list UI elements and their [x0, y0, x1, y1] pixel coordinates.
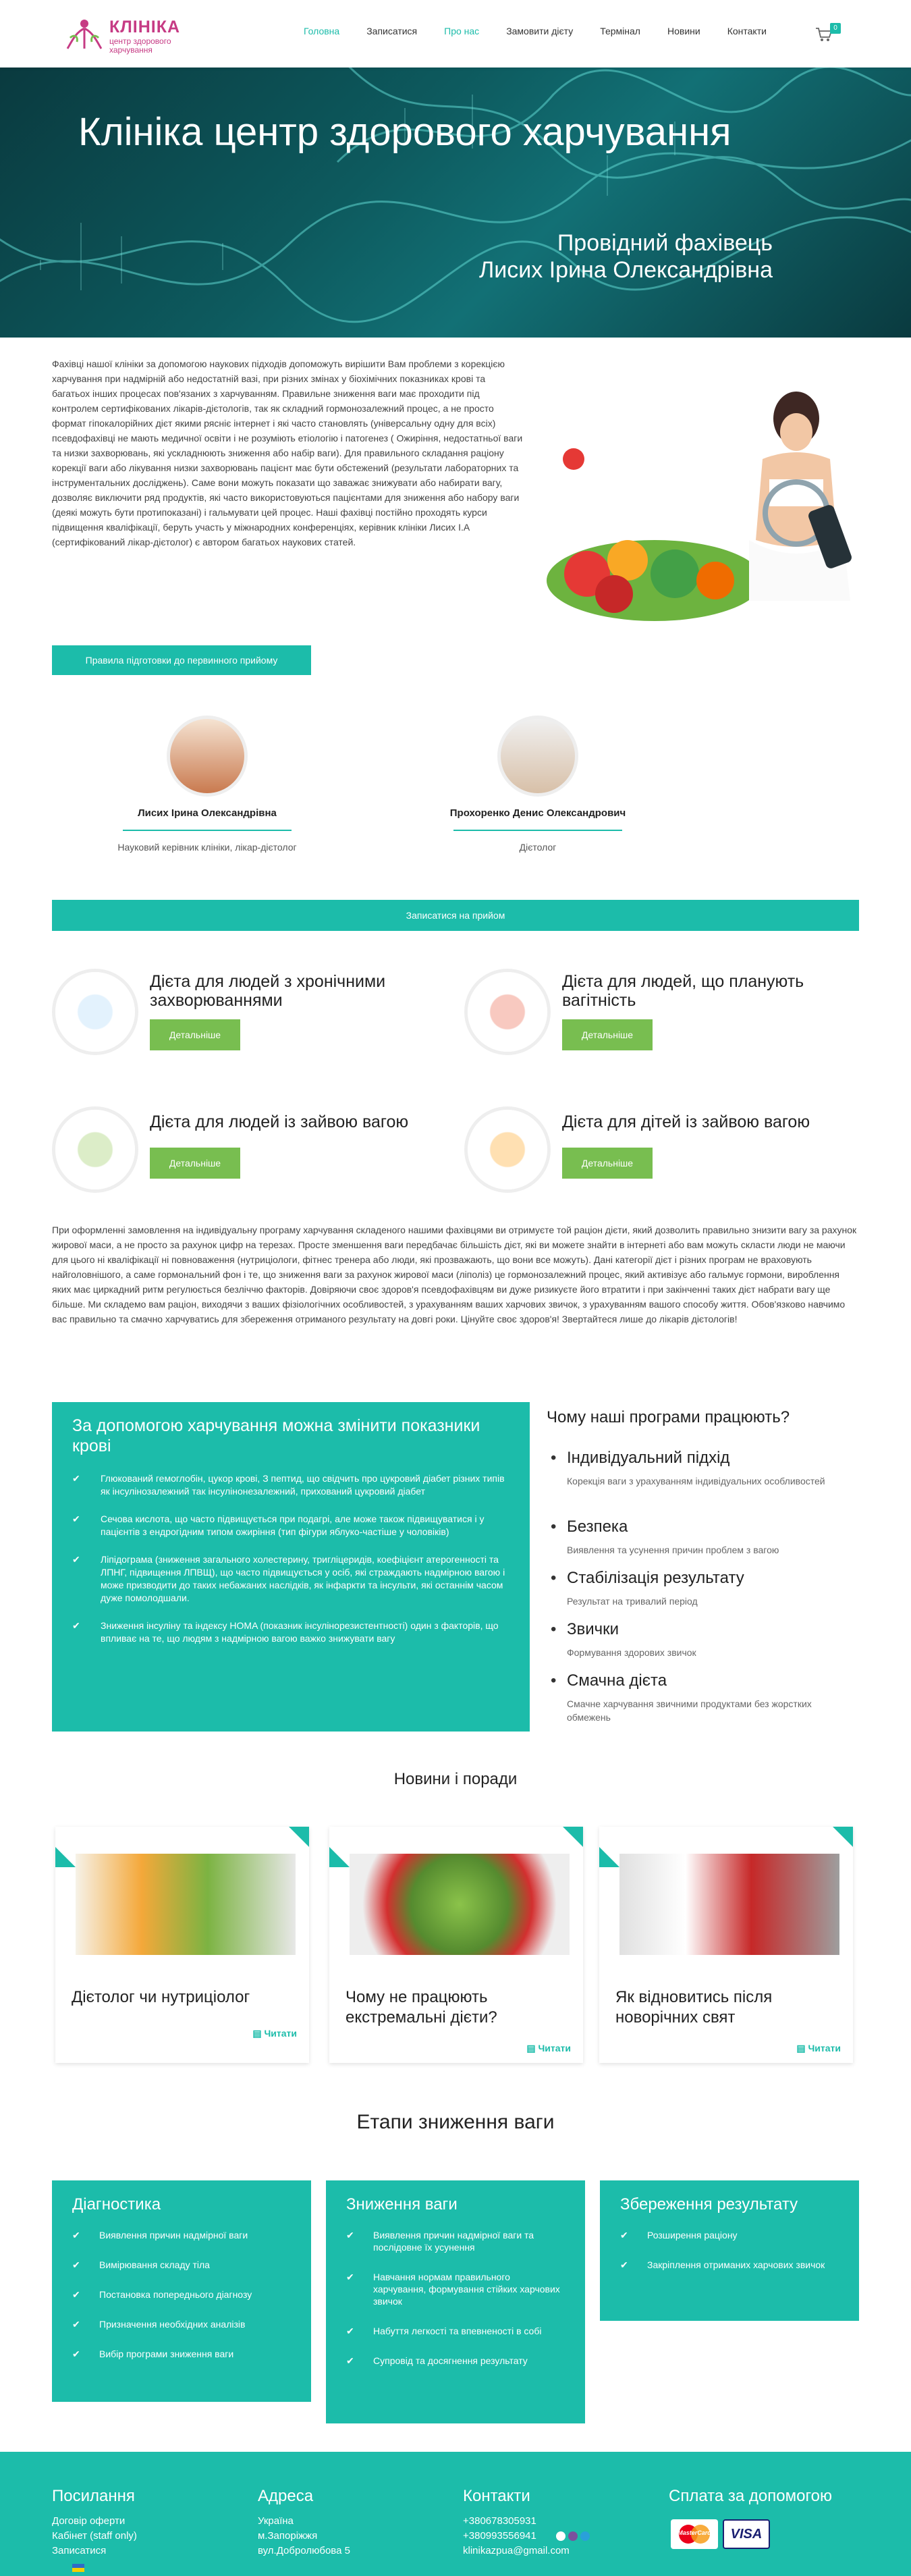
stage-list-item: ✔ Навчання нормам правильного харчування, формування стійких харчових звичок [346, 2271, 565, 2307]
email-link[interactable]: klinikazpua@gmail.com [463, 2545, 570, 2556]
stage-card [326, 2180, 585, 2423]
corner-decoration [289, 1827, 309, 1847]
stage-list [620, 2229, 839, 2271]
footer-payment-title: Сплата за допомогою [669, 2487, 833, 2505]
child-eating-icon [468, 1110, 547, 1189]
why-item [547, 1569, 844, 1608]
news-title: Чому не працюють екстремальні дієти? [346, 1988, 497, 2027]
doctor-role: Дієтолог [519, 842, 557, 853]
preparation-rules-button[interactable]: Правила підготовки до первинного прийому [52, 645, 311, 675]
diet-card [55, 972, 433, 1067]
stages-section-title: Етапи зниження ваги [356, 2111, 555, 2133]
phone-1[interactable]: +380678305931 [463, 2515, 536, 2527]
mastercard-label: MasterCard [678, 2529, 711, 2536]
visa-logo [723, 2519, 770, 2549]
panel-list-item: ✔ Сечова кислота, що часто підвищується при подагрі, але може також підвищуватися і у пацієнтів з ендрогідним типом ожиріння (тип фігури яблуко-частіше у чоловіків) [72, 1513, 509, 1538]
news-image [76, 1854, 296, 1955]
stage-card [600, 2180, 859, 2321]
news-title: Як відновитись після новорічних свят [615, 1988, 773, 2027]
corner-decoration [55, 1847, 76, 1867]
panel-title: За допомогою харчування можна змінити показники крові [72, 1416, 480, 1455]
nav-signup[interactable]: Записатися [366, 26, 418, 36]
diet-title: Дієта для людей, що планують вагітність [562, 972, 804, 1010]
corner-decoration [599, 1847, 619, 1867]
stage-list-item: ✔ Розширення раціону [620, 2229, 839, 2241]
stage-list-item: ✔ Закріплення отриманих харчових звичок [620, 2259, 839, 2271]
doctor-photo [497, 716, 578, 797]
stage-card [52, 2180, 311, 2402]
footer-signup-link[interactable]: Записатися [52, 2545, 107, 2556]
staff-cabinet-link[interactable]: Кабінет (staff only) [52, 2530, 137, 2542]
news-image [350, 1854, 570, 1955]
news-card[interactable] [55, 1827, 309, 2063]
address-country: Україна [258, 2515, 294, 2527]
diet-details-button[interactable]: Детальніше [562, 1019, 653, 1050]
address-street: вул.Добролюбова 5 [258, 2545, 350, 2556]
why-item [547, 1671, 844, 1724]
stage-list-item: ✔ Вибір програми зниження ваги [72, 2348, 291, 2360]
why-item-title: • Звички [547, 1620, 844, 1639]
dna-background-image [0, 68, 911, 338]
phone-2-link[interactable]: +380993556941 [463, 2530, 536, 2542]
stage-title: Збереження результату [620, 2195, 798, 2213]
news-card[interactable] [329, 1827, 583, 2063]
document-icon: ▤ [526, 2043, 539, 2054]
phone-2 [463, 2529, 570, 2544]
stage-list [72, 2229, 291, 2360]
stage-list-item: ✔ Вимірювання складу тіла [72, 2259, 291, 2271]
logo-icon [65, 18, 104, 51]
diet-title: Дієта для людей з хронічними захворюваннями [150, 972, 386, 1010]
cart-count-badge: 0 [830, 23, 841, 34]
panel-list-item: ✔ Ліпідограма (зниження загального холестерину, тригліцеридів, коефіцієнт атерогенності та ЛПНГ, підвищення ЛПВЩ), що часто підвищується у осіб, які страждають надмірною вагою і може призводити до таких небажаних наслідків, як інфаркти та інсульти, які останнім часом дуже помолодшали. [72, 1553, 509, 1605]
panel-list-item: ✔ Глюкований гемоглобін, цукор крові, З пептид, що свідчить про цукровий діабет різних типів як інсулінозалежний так інсулінонезалежний, прихований цукровий діабет [72, 1472, 509, 1498]
book-appointment-button[interactable]: Записатися на прийом [52, 900, 859, 931]
logo-subtitle: центр здорового харчування [109, 36, 171, 55]
why-item [547, 1518, 844, 1557]
read-more-label: Читати [538, 2043, 571, 2054]
read-more-label: Читати [808, 2043, 841, 2054]
whatsapp-icon[interactable] [556, 2531, 565, 2541]
diet-card [468, 1110, 846, 1204]
stage-list-item: ✔ Виявлення причин надмірної ваги та послідовне їх усунення [346, 2229, 565, 2253]
viber-icon[interactable] [568, 2531, 578, 2541]
footer-address-column [258, 2487, 350, 2558]
news-title: Дієтолог чи нутриціолог [72, 1988, 250, 2006]
stage-list [346, 2229, 565, 2367]
why-item-desc: Корекція ваги з урахуванням індивідуальних особливостей [567, 1476, 825, 1486]
cart-button[interactable] [815, 23, 842, 43]
footer-links-title: Посилання [52, 2487, 135, 2505]
doctor-divider [123, 830, 292, 831]
address-city: м.Запоріжжя [258, 2530, 318, 2542]
footer-links-column [52, 2487, 137, 2558]
panel-list [72, 1472, 509, 1645]
nav-contacts[interactable]: Контакти [727, 26, 767, 36]
woman-with-vegetables-image [547, 378, 864, 641]
nav-news[interactable]: Новини [667, 26, 700, 36]
document-icon: ▤ [252, 2028, 265, 2039]
stage-list-item: ✔ Призначення необхідних аналізів [72, 2318, 291, 2330]
news-card[interactable] [599, 1827, 853, 2063]
why-item-desc: Формування здорових звичок [567, 1647, 696, 1658]
corner-decoration [563, 1827, 583, 1847]
nav-about[interactable]: Про нас [444, 26, 480, 36]
nav-terminal[interactable]: Термінал [600, 26, 640, 36]
diet-details-button[interactable]: Детальніше [562, 1148, 653, 1179]
mastercard-logo [671, 2519, 718, 2549]
footer-address-title: Адреса [258, 2487, 314, 2505]
logo-title: КЛІНІКА [109, 18, 181, 36]
why-item-title: • Безпека [547, 1518, 844, 1536]
hero-subtitle-line2: Лисих Ірина Олександрівна [478, 257, 773, 283]
why-item-desc: Результат на тривалий період [567, 1596, 698, 1607]
read-more-link[interactable] [526, 2043, 571, 2054]
stage-list-item: ✔ Виявлення причин надмірної ваги [72, 2229, 291, 2241]
why-item-title: • Стабілізація результату [547, 1569, 844, 1588]
footer-contacts-title: Контакти [463, 2487, 530, 2505]
doctor-name: Лисих Ірина Олександрівна [138, 807, 277, 819]
why-item-desc: Смачне харчування звичними продуктами без жорстких обмежень [567, 1698, 812, 1723]
doctor-role: Науковий керівник клініки, лікар-дієтолог [117, 842, 297, 853]
diet-details-button[interactable]: Детальніше [150, 1019, 240, 1050]
read-more-label: Читати [264, 2028, 297, 2039]
news-image [619, 1854, 839, 1955]
measuring-tape-icon [55, 1110, 135, 1189]
news-section-title: Новини і поради [393, 1770, 518, 1788]
nav-home[interactable]: Головна [304, 26, 340, 36]
why-item [547, 1449, 844, 1488]
doctor-divider [453, 830, 622, 831]
read-more-link[interactable] [252, 2028, 297, 2039]
stage-list-item: ✔ Супровід та досягнення результату [346, 2355, 565, 2367]
diet-title: Дієта для дітей із зайвою вагою [562, 1112, 810, 1131]
diet-title: Дієта для людей із зайвою вагою [150, 1112, 409, 1131]
logo[interactable] [65, 15, 206, 55]
why-item [547, 1620, 844, 1659]
corner-decoration [833, 1827, 853, 1847]
hero-title: Клініка центр здорового харчування [78, 110, 731, 154]
main-nav [290, 26, 780, 42]
order-info-text: При оформленні замовлення на індивідуальну програму харчування складеного нашими фахівцями ви отримуєте той раціон дієти, який дозволить правильно знизити вагу за рахунок жирової маси, а не просто за рахунок цифр на терезах. Просте зменшення ваги передбачає більшість дієт, які ви можете знайти в інтернеті або вам можуть скласти люди не маючи для цього ні кваліфікації ні повноваження (нутриціологи, фітнес тренера або люди, які прозважають, що вони все можуть). Дані категорії дієт і різних програм не враховують найголовнішого, а саме гормональний фон і те, що зниження ваги за рахунок жирової маси (ліполіз) це гормонозалежний процес, який активізує або гальмує гормони, вироблення яких має циркадний ритм регулюється безліччю факторів. Довіряючи своє здоров'я псевдофахівцям ви дуже ризикуєте його втратити і при закінченні таких дієт набрати вагу ще більше. Ми складемо вам раціон, виходячи з ваших фізіологічних особливостей, з урахуванням ваших харчових звичок, з урахуванням вашого способу життя. Обов'язково навчимо вас правильно та смачно харчуватись для збереження отриманого результату на довгі роки. Цінуйте своє здоров'я! Звертайтеся лише до лікарів дієтологів! [52, 1225, 857, 1324]
read-more-link[interactable] [796, 2043, 841, 2054]
nav-order-diet[interactable]: Замовити дієту [506, 26, 574, 36]
stage-title: Зниження ваги [346, 2195, 458, 2213]
stage-list-item: ✔ Набуття легкості та впевненості в собі [346, 2325, 565, 2337]
doctor-card [403, 716, 673, 853]
document-icon: ▤ [796, 2043, 808, 2054]
visa-label: VISA [730, 2527, 763, 2542]
telegram-icon[interactable] [580, 2531, 590, 2541]
corner-decoration [329, 1847, 350, 1867]
diet-details-button[interactable]: Детальніше [150, 1148, 240, 1179]
diet-card [468, 972, 846, 1067]
doctor-card [72, 716, 342, 853]
why-item-title: • Смачна дієта [547, 1671, 844, 1690]
doctor-name: Прохоренко Денис Олександрович [449, 807, 626, 819]
why-item-title: • Індивідуальний підхід [547, 1449, 844, 1468]
offer-agreement-link[interactable]: Договір оферти [52, 2515, 126, 2527]
hero-banner [0, 68, 911, 338]
footer-payment-column [669, 2487, 833, 2542]
stage-list-item: ✔ Постановка попереднього діагнозу [72, 2288, 291, 2301]
blood-indicators-panel [52, 1402, 530, 1732]
glucometer-icon [55, 972, 135, 1052]
diet-card [55, 1110, 433, 1204]
site-header [0, 0, 911, 68]
why-item-desc: Виявлення та усунення причин проблем з вагою [567, 1545, 779, 1555]
intro-text: Фахівці нашої клініки за допомогою наукових підходів допоможуть вирішити Вам проблеми з корекцією харчування при надмірній або недостатній вазі, при різних змінах у біохімічних показниках крові та багатьох інших процесах пов'язаних з харчуванням. Правильне зниження ваги має проходити під контролем сертифікованих лікарів-дієтологів, так як складний гормонозалежний процес, а не просто формат гіпокалорійних дієт якими рясніє інтернет і які часто становлять (універсальну одну для всіх) псевдофахівці не мають медичної освіти і не розуміють етіологію і патогенез ( Ожиріння, недостатньої ваги та низки захворювань, які ускладнюють зниження або набір ваги). Для правильного складання раціону корекції ваги або лікування низки захворювань пацієнт має бути обстежений (результати лабораторних та інструментальних досліджень). Саме вони можуть показати що заважає знижувати або набирати вагу, дозволяє виключити ряд продуктів, які часто використовуються пацієнтами для зниження або набору ваги (деякі можуть бути протипоказані) і гальмувати цей процес. Наші фахівці постійно проходять курси підвищення кваліфікації, беруть участь у міжнародних конференціях, керівник клініки Лисих І.А (сертифікований лікар-дієтолог) є автором багатьох наукових статей. [52, 358, 523, 547]
doctor-photo [167, 716, 248, 797]
hero-subtitle [479, 230, 773, 284]
pregnancy-icon [468, 972, 547, 1052]
panel-list-item: ✔ Зниження інсуліну та індексу HOMA (показник інсулінорезистентності) один з факторів, що впливає на те, що людям з надмірною вагою важко знижувати вагу [72, 1619, 509, 1645]
footer-contacts-column [463, 2487, 570, 2558]
stage-title: Діагностика [72, 2195, 161, 2213]
hero-subtitle-line1: Провідний фахівець [557, 230, 773, 256]
site-footer [0, 2452, 911, 2576]
ukraine-flag-icon [72, 2564, 84, 2572]
why-programs-work-title: Чому наші програми працюють? [547, 1408, 790, 1426]
